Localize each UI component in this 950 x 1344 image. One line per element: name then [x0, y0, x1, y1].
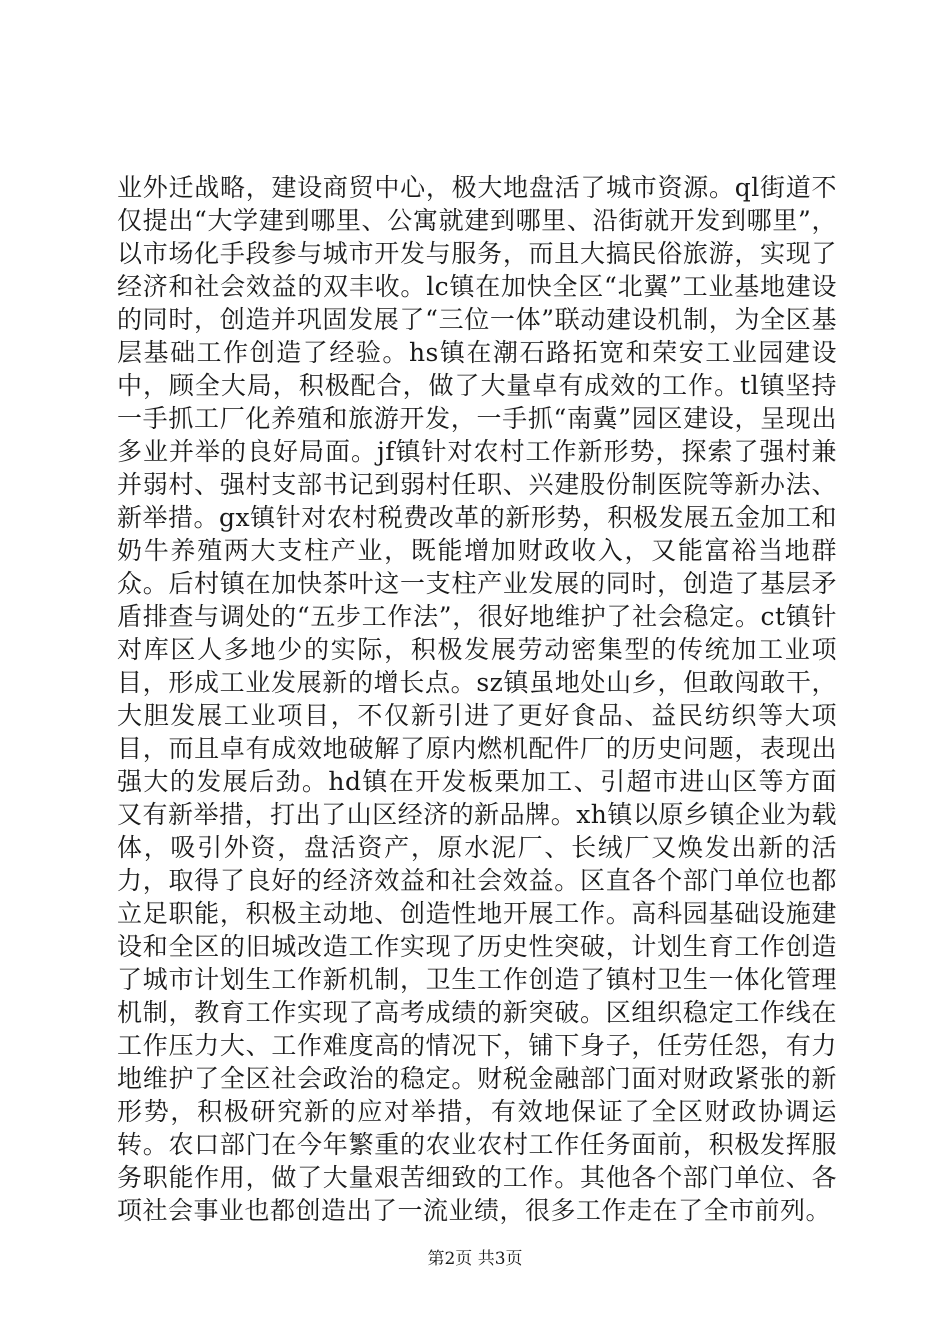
body-paragraph: 业外迁战略，建设商贸中心，极大地盘活了城市资源。ql街道不仅提出“大学建到哪里、公寓就建到哪里、沿街就开发到哪里”，以市场化手段参与城市开发与服务，而且大搞民俗旅游，实现了经济和社会效益的双丰收。lc镇在加快全区“北翼”工业基地建设的同时，创造并巩固发展了“三位一体”联动建设机制，为全区基层基础工作创造了经验。hs镇在潮石路拓宽和荣安工业园建设中，顾全大局，积极配合，做了大量卓有成效的工作。tl镇坚持一手抓工厂化养殖和旅游开发，一手抓“南冀”园区建设，呈现出多业并举的良好局面。jf镇针对农村工作新形势，探索了强村兼并弱村、强村支部书记到弱村任职、兴建股份制医院等新办法、新举措。gx镇针对农村税费改革的新形势，积极发展五金加工和奶牛养殖两大支柱产业，既能增加财政收入，又能富裕当地群众。后村镇在加快茶叶这一支柱产业发展的同时，创造了基层矛盾排查与调处的“五步工作法”，很好地维护了社会稳定。ct镇针对库区人多地少的实际，积极发展劳动密集型的传统加工业项目，形成工业发展新的增长点。sz镇虽地处山乡，但敢闯敢干，大胆发展工业项目，不仅新引进了更好食品、益民纺织等大项目，而且卓有成效地破解了原内燃机配件厂的历史问题，表现出强大的发展后劲。hd镇在开发板栗加工、引超市进山区等方面又有新举措，打出了山区经济的新品牌。xh镇以原乡镇企业为载体，吸引外资，盘活资产，原水泥厂、长绒厂又焕发出新的活力，取得了良好的经济效益和社会效益。区直各个部门单位也都立足职能，积极主动地、创造性地开展工作。高科园基础设施建设和全区的旧城改造工作实现了历史性突破，计划生育工作创造了城市计划生工作新机制，卫生工作创造了镇村卫生一体化管理机制，教育工作实现了高考成绩的新突破。区组织稳定工作线在工作压力大、工作难度高的情况下，铺下身子，任劳任怨，有力地维护了全区社会政治的稳定。财税金融部门面对财政紧张的新形势，积极研究新的应对举措，有效地保证了全区财政协调运转。农口部门在今年繁重的农业农村工作任务面前，积极发挥服务职能作用，做了大量艰苦细致的工作。其他各个部门单位、各项社会事业也都创造出了一流业绩，很多工作走在了全市前列。	[117, 173, 837, 1225]
page-number-footer: 第2页 共3页	[427, 1249, 523, 1269]
